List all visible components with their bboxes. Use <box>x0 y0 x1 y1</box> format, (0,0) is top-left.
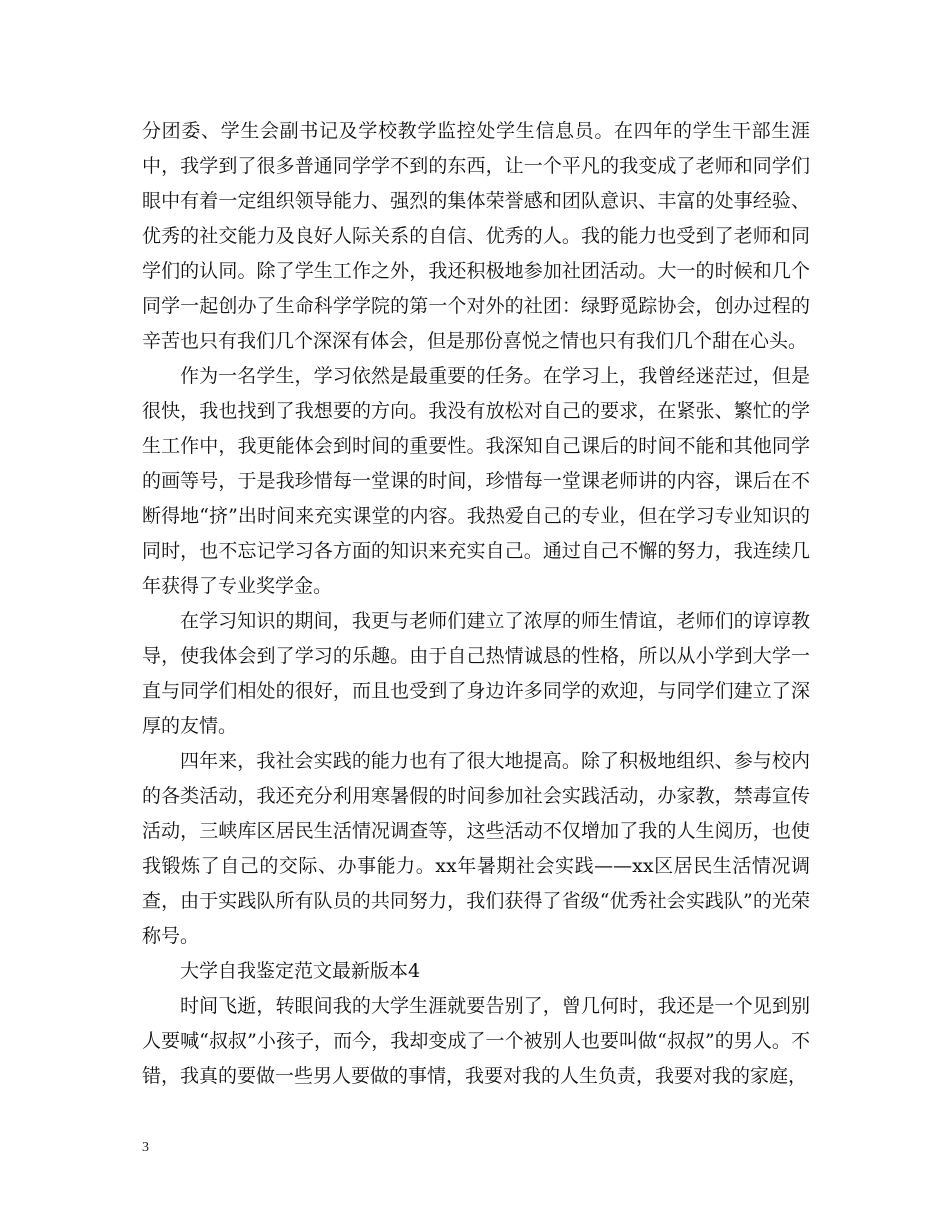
page-number: 3 <box>142 1140 149 1155</box>
paragraph-3: 在学习知识的期间，我更与老师们建立了浓厚的师生情谊，老师们的谆谆教导，使我体会到了学习的乐趣。由于自己热情诚恳的性格，所以从小学到大学一直与同学们相处的很好，而且也受到了身边许多同学的欢迎，与同学们建立了深厚的友情。 <box>142 610 810 737</box>
document-body <box>142 114 810 1094</box>
paragraph-4: 四年来，我社会实践的能力也有了很大地提高。除了积极地组织、参与校内的各类活动，我还充分利用寒暑假的时间参加社会实践活动，办家教，禁毒宣传活动，三峡库区居民生活情况调查等，这些活动不仅增加了我的人生阅历，也使我锻炼了自己的交际、办事能力。xx年暑期社会实践——xx区居民生活情况调查，由于实践队所有队员的共同努力，我们获得了省级“优秀社会实践队”的光荣称号。 <box>142 750 810 947</box>
paragraph-1: 分团委、学生会副书记及学校教学监控处学生信息员。在四年的学生干部生涯中，我学到了很多普通同学学不到的东西，让一个平凡的我变成了老师和同学们眼中有着一定组织领导能力、强烈的集体荣誉感和团队意识、丰富的处事经验、优秀的社交能力及良好人际关系的自信、优秀的人。我的能力也受到了老师和同学们的认同。除了学生工作之外，我还积极地参加社团活动。大一的时候和几个同学一起创办了生命科学学院的第一个对外的社团：绿野觅踪协会，创办过程的辛苦也只有我们几个深深有体会，但是那份喜悦之情也只有我们几个甜在心头。 <box>142 120 810 352</box>
section-heading: 大学自我鉴定范文最新版本4 <box>180 960 421 982</box>
paragraph-2: 作为一名学生，学习依然是最重要的任务。在学习上，我曾经迷茫过，但是很快，我也找到了我想要的方向。我没有放松对自己的要求，在紧张、繁忙的学生工作中，我更能体会到时间的重要性。我深知自己课后的时间不能和其他同学的画等号，于是我珍惜每一堂课的时间，珍惜每一堂课老师讲的内容，课后在不断得地“挤”出时间来充实课堂的内容。我热爱自己的专业，但在学习专业知识的同时，也不忘记学习各方面的知识来充实自己。通过自己不懈的努力，我连续几年获得了专业奖学金。 <box>142 365 810 597</box>
paragraph-5: 时间飞逝，转眼间我的大学生涯就要告别了，曾几何时，我还是一个见到别人要喊“叔叔”小孩子，而今，我却变成了一个被别人也要叫做“叔叔”的男人。不错，我真的要做一些男人要做的事情，我要对我的人生负责，我要对我的家庭， <box>142 995 810 1087</box>
